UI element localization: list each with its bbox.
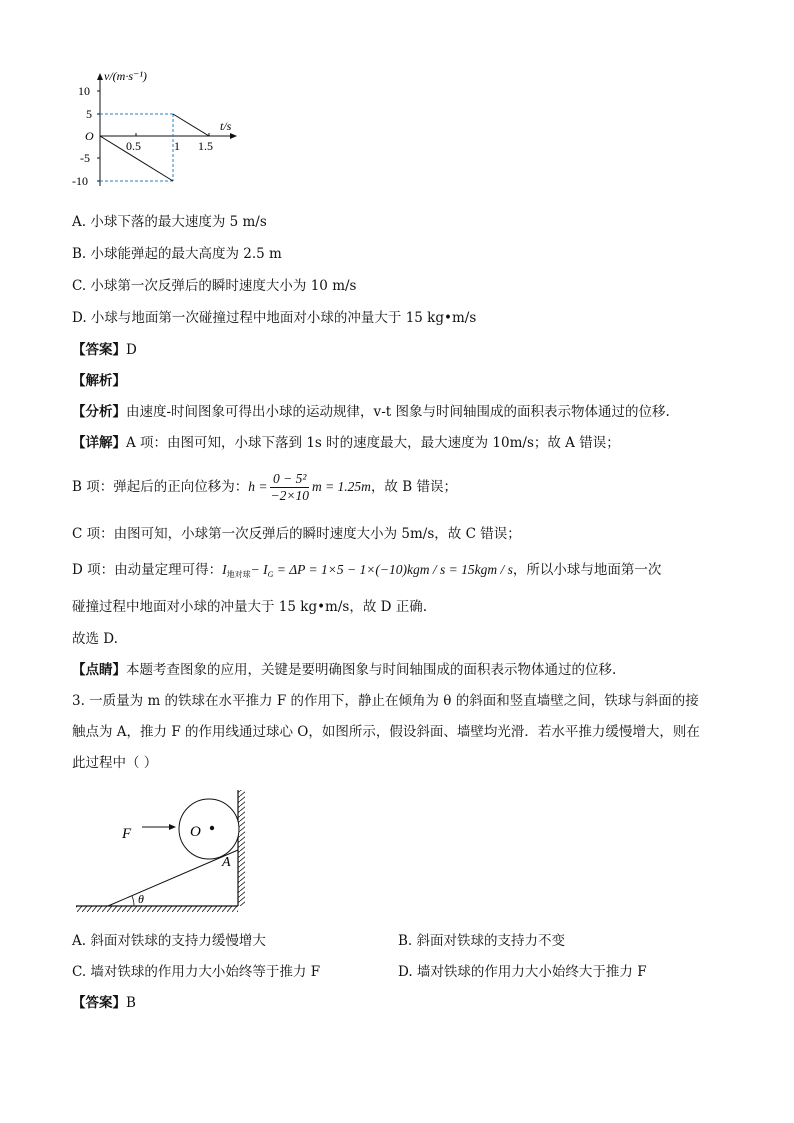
center-label: O [190,824,201,840]
incline-line [108,850,238,906]
answer-value: D [126,342,137,358]
b-formula-lhs: h = [248,479,268,494]
conclusion: 故选 D. [72,631,118,647]
b-formula-numerator: 0 − 5² [270,471,308,488]
q2-option-c: C. 小球第一次反弹后的瞬时速度大小为 10 m/s [72,278,357,294]
d-suffix: ，所以小球与地面第一次 [512,562,662,578]
q3-answer [72,994,136,1012]
x-tick-1.5: 1.5 [198,139,213,153]
d-formula-sub: 地对球 [226,570,251,579]
q2-option-b: B. 小球能弹起的最大高度为 2.5 m [72,246,282,262]
x-tick-0.5: 0.5 [126,139,141,153]
q2-option-a: A. 小球下落的最大速度为 5 m/s [72,214,267,230]
dianjing-line [72,661,616,679]
b-formula-rhs: m = 1.25m [311,479,371,494]
y-tick-5: 5 [86,107,92,121]
b-formula-fraction [270,471,308,504]
d-formula-rest: − I [250,562,268,577]
q3-answer-label: 【答案】 [72,995,126,1011]
q3-option-c: C. 墙对铁球的作用力大小始终等于推力 F [72,964,321,980]
q3-option-a: A. 斜面对铁球的支持力缓慢增大 [72,933,266,949]
analysis-label: 【解析】 [72,373,126,389]
xiangjie-line [72,434,620,452]
y-tick-neg5: -5 [80,151,90,165]
force-label: F [122,826,132,842]
c-item-line: C 项：由图可知，小球第一次反弹后的瞬时速度大小为 5m/s，故 C 错误； [72,526,521,542]
contact-label: A [222,855,231,870]
x-tick-1: 1 [174,139,180,153]
y-tick-neg10: -10 [72,174,88,188]
d-item-line2: 碰撞过程中地面对小球的冲量大于 15 kg•m/s，故 D 正确. [72,599,428,615]
d-prefix: D 项：由动量定理可得： [72,562,223,578]
b-suffix: ，故 B 错误； [370,479,457,495]
fenxi-line [72,403,670,421]
q3-line3: 此过程中（ ） [72,755,158,771]
q3-line2: 触点为 A，推力 F 的作用线通过球心 O，如图所示，假设斜面、墙壁均光滑．若水平推力缓慢增大，则在 [72,724,700,740]
q3-answer-value: B [126,995,136,1011]
b-formula-denominator: −2×10 [270,488,309,503]
angle-label: θ [138,892,144,906]
d-formula-g: G [267,570,274,579]
answer-label: 【答案】 [72,342,126,358]
q3-option-b: B. 斜面对铁球的支持力不变 [398,933,566,949]
iron-ball [179,799,239,859]
y-axis-label: v/(m·s⁻¹) [104,69,147,83]
d-formula-i: I [222,562,227,577]
fenxi-text: 由速度-时间图象可得出小球的运动规律，v-t 图象与时间轴围成的面积表示物体通过的位移. [126,404,670,420]
b-prefix: B 项：弹起后的正向位移为： [72,479,249,495]
d-item-line [72,561,661,584]
ball-center-dot [210,826,214,830]
q3-line1: 3. 一质量为 m 的铁球在水平推力 F 的作用下，静止在倾角为 θ 的斜面和竖直墙壁之间，铁球与斜面的接 [72,693,699,709]
y-tick-10: 10 [78,84,90,98]
vt-graph [70,68,250,194]
dianjing-text: 本题考查图象的应用，关键是要明确图象与时间轴围成的面积表示物体通过的位移. [126,662,617,678]
xiangjie-text: A 项：由图可知，小球下落到 1s 时的速度最大，最大速度为 10m/s；故 A 错误； [126,435,620,451]
d-formula-tail: = ΔP = 1×5 − 1×(−10)kgm / s = 15kgm / s [273,562,513,577]
origin-label: O [85,129,94,143]
xiangjie-label: 【详解】 [72,435,126,451]
bounce-line [173,114,209,136]
q3-figure [72,786,262,918]
dianjing-label: 【点睛】 [72,662,126,678]
q3-option-d: D. 墙对铁球的作用力大小始终大于推力 F [398,964,647,980]
q2-option-d: D. 小球与地面第一次碰撞过程中地面对小球的冲量大于 15 kg•m/s [72,310,477,326]
b-item-line [72,468,457,506]
x-axis-label: t/s [220,119,232,133]
fenxi-label: 【分析】 [72,404,126,420]
q2-answer [72,341,137,359]
